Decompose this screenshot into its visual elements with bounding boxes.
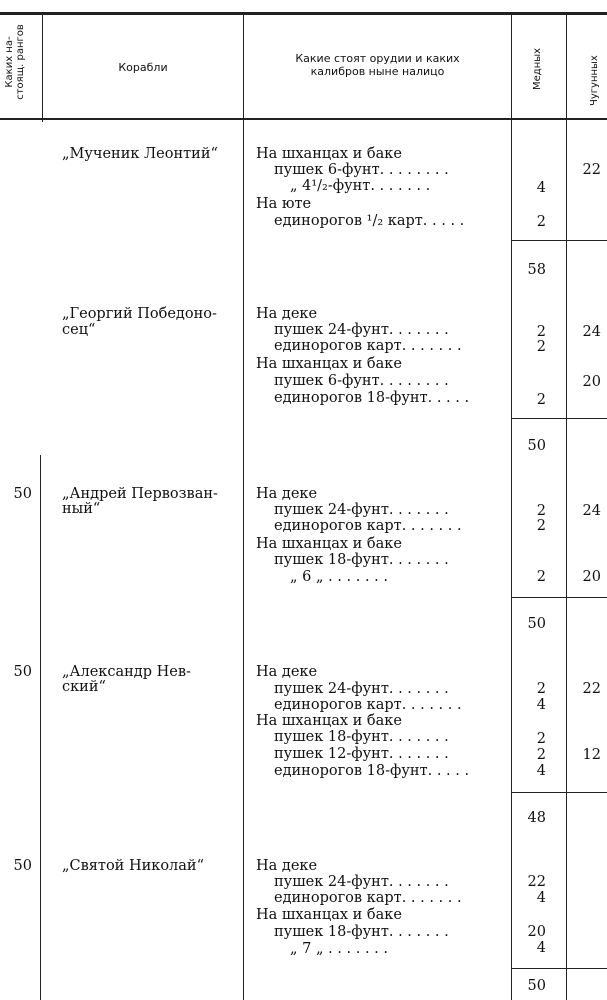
copper-count: 2 xyxy=(536,324,546,340)
ship-name: „Александр Нев- xyxy=(62,664,191,680)
total-rule-4 xyxy=(511,792,607,793)
ship-name: „Святой Николай“ xyxy=(62,858,204,874)
iron-count: 12 xyxy=(582,747,601,763)
gun-line: На деке xyxy=(256,486,318,502)
copper-count: 20 xyxy=(527,924,546,940)
iron-count: 22 xyxy=(582,162,601,178)
copper-count: 2 xyxy=(536,392,546,408)
ship-name: „Андрей Первозван- xyxy=(62,486,218,502)
iron-count: 20 xyxy=(582,374,601,390)
vline-copper xyxy=(511,12,512,1000)
copper-count: 4 xyxy=(536,697,546,713)
ship-name-cont: ский“ xyxy=(62,679,106,695)
row-total: 48 xyxy=(527,810,546,826)
gun-line: На шханцах и баке xyxy=(256,907,402,923)
gun-line: пушек 18-фунт. . . . . . . xyxy=(274,924,449,940)
copper-count: 22 xyxy=(527,874,546,890)
rank-value: 50 xyxy=(13,858,32,874)
gun-line: пушек 12-фунт. . . . . . . xyxy=(274,746,449,762)
copper-count: 2 xyxy=(536,214,546,230)
row-total: 50 xyxy=(527,438,546,454)
copper-count: 2 xyxy=(536,518,546,534)
gun-line: На шханцах и баке xyxy=(256,146,402,162)
total-rule-5 xyxy=(511,968,607,969)
header-iron: Чугунных xyxy=(589,55,600,106)
header-rule xyxy=(0,118,607,120)
row-total: 50 xyxy=(527,978,546,994)
gun-line: На деке xyxy=(256,306,318,322)
gun-line: На юте xyxy=(256,196,312,212)
rank-value: 50 xyxy=(13,486,32,502)
header-guns: Какие стоят орудии и каких калибров ныне налицо xyxy=(295,52,460,78)
gun-line: пушек 24-фунт. . . . . . . xyxy=(274,502,449,518)
ship-name: „Георгий Победоно- xyxy=(62,306,217,322)
copper-count: 2 xyxy=(536,503,546,519)
gun-line: На деке xyxy=(256,664,318,680)
iron-count: 24 xyxy=(582,503,601,519)
gun-line: „ 7 „ . . . . . . . xyxy=(290,941,388,957)
gun-line: пушек 6-фунт. . . . . . . . xyxy=(274,373,449,389)
gun-line: единорогов ¹/₂ карт. . . . . xyxy=(274,213,465,229)
copper-count: 2 xyxy=(536,747,546,763)
iron-count: 20 xyxy=(582,569,601,585)
copper-count: 4 xyxy=(536,180,546,196)
iron-count: 24 xyxy=(582,324,601,340)
header-ships: Корабли xyxy=(118,61,168,74)
rank-value: 50 xyxy=(13,664,32,680)
gun-line: На шханцах и баке xyxy=(256,713,402,729)
copper-count: 2 xyxy=(536,339,546,355)
gun-line: „ 4¹/₂-фунт. . . . . . . xyxy=(290,178,431,194)
total-rule-2 xyxy=(511,418,607,419)
gun-line: На шханцах и баке xyxy=(256,356,402,372)
ship-name: „Мученик Леонтий“ xyxy=(62,146,218,162)
gun-line: На шханцах и баке xyxy=(256,536,402,552)
iron-count: 22 xyxy=(582,681,601,697)
gun-line: пушек 18-фунт. . . . . . . xyxy=(274,729,449,745)
vline-rank-body xyxy=(40,455,41,1000)
copper-count: 2 xyxy=(536,731,546,747)
copper-count: 2 xyxy=(536,681,546,697)
total-rule-1 xyxy=(511,240,607,241)
header-rank: Каких на- стоящ. рангов xyxy=(4,24,26,100)
copper-count: 4 xyxy=(536,763,546,779)
gun-line: единорогов 18-фунт. . . . . xyxy=(274,390,470,406)
vline-iron xyxy=(566,12,567,1000)
gun-line: пушек 24-фунт. . . . . . . xyxy=(274,681,449,697)
gun-line: единорогов карт. . . . . . . xyxy=(274,338,462,354)
ship-name-cont: ный“ xyxy=(62,501,101,517)
gun-line: На деке xyxy=(256,858,318,874)
vline-ships xyxy=(243,12,244,1000)
ship-name-cont: сец“ xyxy=(62,322,96,338)
copper-count: 4 xyxy=(536,940,546,956)
row-total: 58 xyxy=(527,262,546,278)
gun-line: единорогов карт. . . . . . . xyxy=(274,890,462,906)
gun-line: „ 6 „ . . . . . . . xyxy=(290,569,388,585)
gun-line: единорогов карт. . . . . . . xyxy=(274,518,462,534)
gun-line: пушек 18-фунт. . . . . . . xyxy=(274,552,449,568)
total-rule-3 xyxy=(511,597,607,598)
copper-count: 2 xyxy=(536,569,546,585)
gun-line: пушек 24-фунт. . . . . . . xyxy=(274,874,449,890)
gun-line: единорогов 18-фунт. . . . . xyxy=(274,763,470,779)
gun-line: пушек 24-фунт. . . . . . . xyxy=(274,322,449,338)
copper-count: 4 xyxy=(536,890,546,906)
gun-line: пушек 6-фунт. . . . . . . . xyxy=(274,162,449,178)
row-total: 50 xyxy=(527,616,546,632)
top-rule xyxy=(0,12,607,15)
header-copper: Медных xyxy=(532,47,543,90)
gun-line: единорогов карт. . . . . . . xyxy=(274,697,462,713)
